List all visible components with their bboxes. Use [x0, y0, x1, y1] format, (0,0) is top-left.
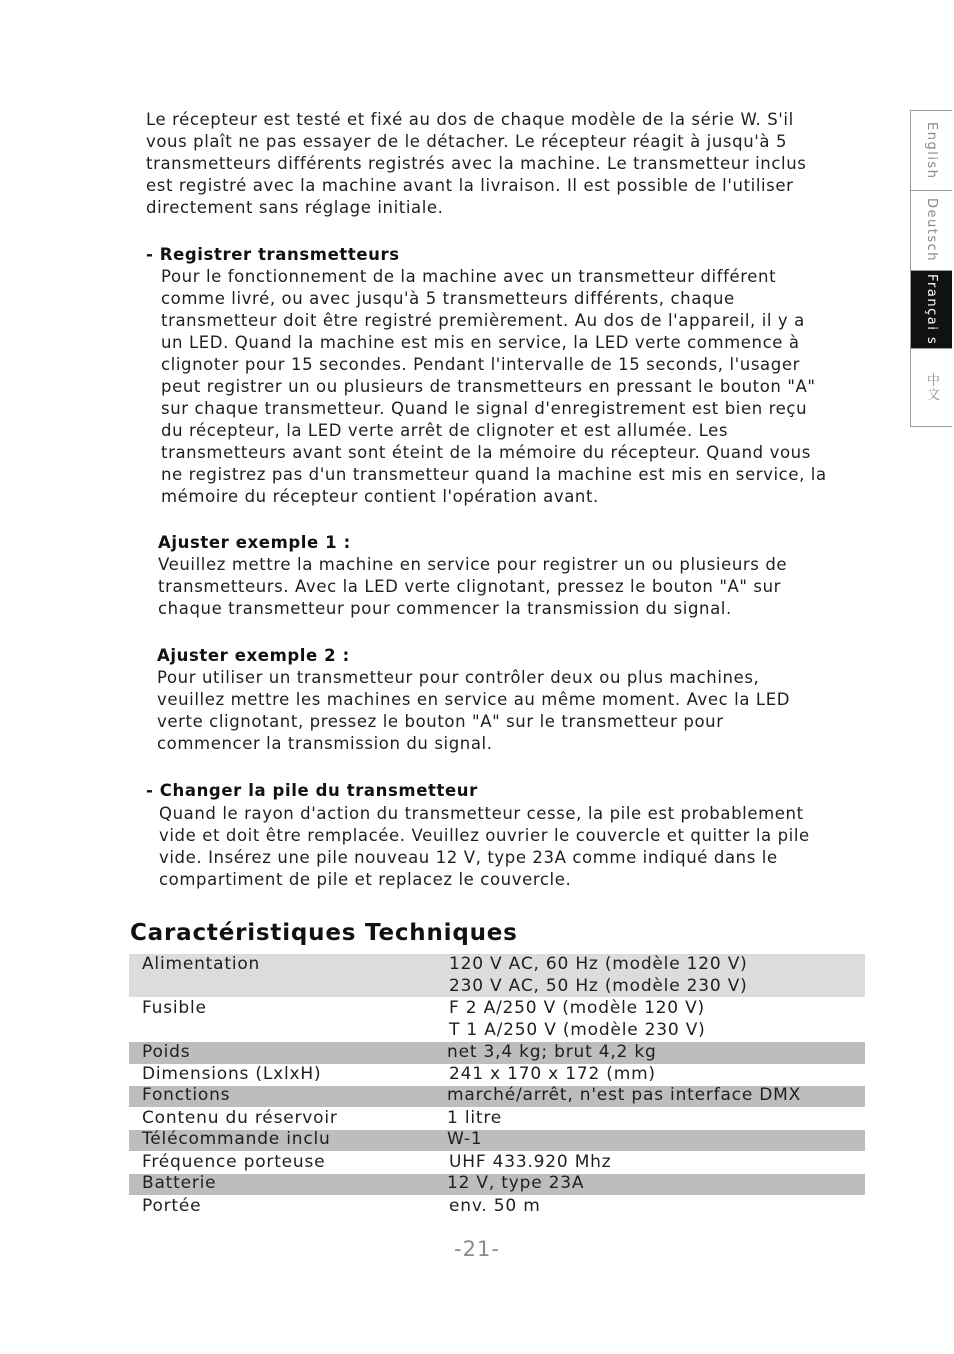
tab-francais[interactable]: Françai s [911, 271, 952, 349]
tab-deutsch[interactable]: Deutsch [911, 191, 952, 271]
table-row [129, 997, 865, 1042]
spec-key: Télécommande inclu [142, 1129, 331, 1149]
specs-table [129, 954, 865, 1219]
spec-key: Fusible [142, 998, 207, 1018]
table-row [129, 1195, 865, 1219]
spec-key: Batterie [142, 1173, 217, 1193]
spec-value: F 2 A/250 V (modèle 120 V) [449, 998, 705, 1018]
spec-key: Contenu du réservoir [142, 1108, 338, 1128]
spec-key: Poids [142, 1042, 191, 1062]
table-row [129, 1086, 865, 1107]
spec-key: Dimensions (LxlxH) [142, 1064, 322, 1084]
tab-chinese[interactable]: 中文 [924, 373, 939, 402]
spec-value: 12 V, type 23A [447, 1173, 585, 1193]
table-row [129, 1174, 865, 1195]
spec-value: T 1 A/250 V (modèle 230 V) [449, 1020, 706, 1040]
spec-value: 241 x 170 x 172 (mm) [449, 1064, 656, 1084]
spec-key: Fréquence porteuse [142, 1152, 326, 1172]
table-row [129, 1130, 865, 1151]
spec-value: env. 50 m [449, 1196, 541, 1216]
example1-heading: Ajuster exemple 1 : [158, 533, 351, 552]
spec-value: marché/arrêt, n'est pas interface DMX [447, 1085, 802, 1105]
register-paragraph: Pour le fonctionnement de la machine avec un transmetteur différent comme livré, ou avec jusqu'à 5 transmetteurs différents, chaque transmetteur doit être registré premièrement. Au dos de l'appareil, il y a un LED. Quand la machine est mis en service, la LED verte commence à clignoter pour 15 secondes. Pendant l'intervalle de 15 seconds, l'usager peut registrer un ou plusieurs de transmetteurs en pressant le bouton "A" sur chaque transmetteur. Quand le signal d'enregistrement est bien reçu du récepteur, la LED verte arrêt de clignoter et est allumée. Les transmetteurs avant sont éteint de la mémoire du récepteur. Quand vous ne registrez pas d'un transmetteur quand la machine est mis en service, la mémoire du récepteur contient l'opération avant. [161, 267, 827, 506]
spec-value: net 3,4 kg; brut 4,2 kg [447, 1042, 657, 1062]
spec-key: Portée [142, 1196, 202, 1216]
spec-key: Fonctions [142, 1085, 231, 1105]
intro-paragraph: Le récepteur est testé et fixé au dos de chaque modèle de la série W. S'il vous plaît ne pas essayer de le détacher. Le récepteur réagit à jusqu'à 5 transmetteurs différents registrés avec la machine. Le transmetteur inclus est registré avec la machine avant la livraison. Il est possible de l'utiliser directement sans réglage initiale. [146, 110, 807, 217]
table-row [129, 1042, 865, 1064]
spec-value: UHF 433.920 Mhz [449, 1152, 612, 1172]
spec-key: Alimentation [142, 954, 261, 974]
tab-english[interactable]: English [911, 111, 952, 191]
battery-paragraph: Quand le rayon d'action du transmetteur cesse, la pile est probablement vide et doit être remplacée. Veuillez ouvrier le couvercle et quitter la pile vide. Insérez une pile nouveau 12 V, type 23A comme indiqué dans le compartiment de pile et replacez le couvercle. [159, 804, 810, 889]
example2-heading: Ajuster exemple 2 : [157, 646, 350, 665]
table-row [129, 954, 865, 997]
spec-value: 230 V AC, 50 Hz (modèle 230 V) [449, 976, 748, 996]
language-tab-bar [910, 110, 952, 427]
table-row [129, 1064, 865, 1086]
example2-paragraph: Pour utiliser un transmetteur pour contrôler deux ou plus machines, veuillez mettre les machines en service au même moment. Avec la LED verte clignotant, pressez le bouton "A" sur le transmetteur pour commencer la transmission du signal. [157, 668, 791, 753]
table-row [129, 1107, 865, 1130]
battery-heading: - Changer la pile du transmetteur [146, 781, 478, 800]
table-row [129, 1151, 865, 1174]
page-number: -21- [454, 1237, 500, 1261]
spec-value: 1 litre [447, 1108, 503, 1128]
spec-value: 120 V AC, 60 Hz (modèle 120 V) [449, 954, 748, 974]
example1-paragraph: Veuillez mettre la machine en service pour registrer un ou plusieurs de transmetteurs. Avec la LED verte clignotant, pressez le bouton "A" sur chaque transmetteur pour commencer la transmission du signal. [158, 555, 788, 618]
specs-title: Caractéristiques Techniques [130, 920, 518, 946]
spec-value: W-1 [447, 1129, 483, 1149]
register-heading: - Registrer transmetteurs [146, 245, 400, 264]
